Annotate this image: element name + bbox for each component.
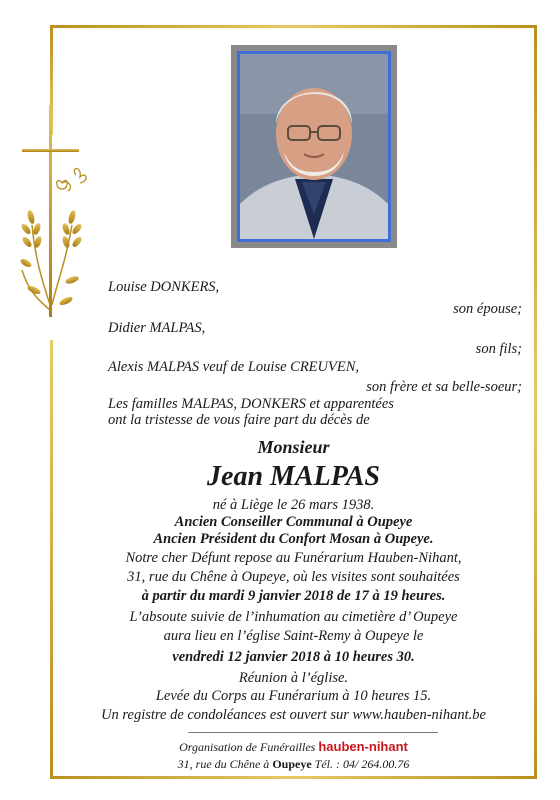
family-line-brother-name: Alexis MALPAS veuf de Louise CREUVEN, — [108, 359, 360, 375]
family-line-families: Les familles MALPAS, DONKERS et apparentées — [108, 396, 394, 412]
detail-absolution: L’absoute suivie de l’inhumation au cimetière d’ Oupeye — [129, 609, 458, 625]
footer-address-street: 31, rue du Chêne à — [177, 757, 273, 771]
family-line-son-name: Didier MALPAS, — [108, 320, 206, 336]
family-line-wife-relation: son épouse; — [453, 301, 522, 317]
detail-funeral-home: Notre cher Défunt repose au Funérarium Hauben-Nihant, — [125, 550, 462, 566]
cross-wheat-ornament-icon — [14, 105, 94, 330]
footer-organisation — [53, 738, 534, 756]
deceased-name: Jean MALPAS — [207, 461, 380, 492]
detail-church: aura lieu en l’église Saint-Remy à Oupeye le — [163, 628, 424, 644]
footer-separator — [188, 732, 438, 733]
deceased-role-president: Ancien Président du Confort Mosan à Oupeye. — [153, 531, 434, 547]
footer-organisation-label: Organisation de Funérailles — [179, 740, 319, 754]
deceased-birth: né à Liège le 26 mars 1938. — [212, 497, 375, 513]
detail-ceremony-date: vendredi 12 janvier 2018 à 10 heures 30. — [172, 649, 415, 665]
detail-address-visits: 31, rue du Chêne à Oupeye, où les visites sont souhaitées — [127, 569, 460, 585]
family-line-wife-name: Louise DONKERS, — [108, 279, 220, 295]
portrait-photo — [237, 51, 391, 242]
portrait-photo-icon — [240, 54, 388, 239]
frame-bottom-border — [50, 776, 537, 779]
portrait-frame — [231, 45, 397, 248]
footer-address — [53, 756, 534, 773]
deceased-role-councillor: Ancien Conseiller Communal à Oupeye — [174, 514, 413, 530]
family-line-brother-relation: son frère et sa belle-soeur; — [366, 379, 522, 395]
footer-address-city: Oupeye — [272, 757, 312, 771]
footer-address-tel: Tél. : 04/ 264.00.76 — [311, 757, 410, 771]
family-line-son-relation: son fils; — [475, 341, 522, 357]
family-line-announcement: ont la tristesse de vous faire part du décès de — [108, 412, 370, 428]
detail-meeting: Réunion à l’église. — [238, 670, 349, 686]
frame-right-border — [534, 25, 537, 779]
detail-condolences-register: Un registre de condoléances est ouvert sur www.hauben-nihant.be — [101, 707, 486, 723]
deceased-title: Monsieur — [257, 437, 330, 457]
funeral-brand-logo: hauben-nihant — [318, 739, 408, 754]
detail-body-lift: Levée du Corps au Funérarium à 10 heures 15. — [155, 688, 432, 704]
frame-top-border — [50, 25, 537, 28]
detail-visit-time: à partir du mardi 9 janvier 2018 de 17 à 19 heures. — [141, 588, 446, 604]
